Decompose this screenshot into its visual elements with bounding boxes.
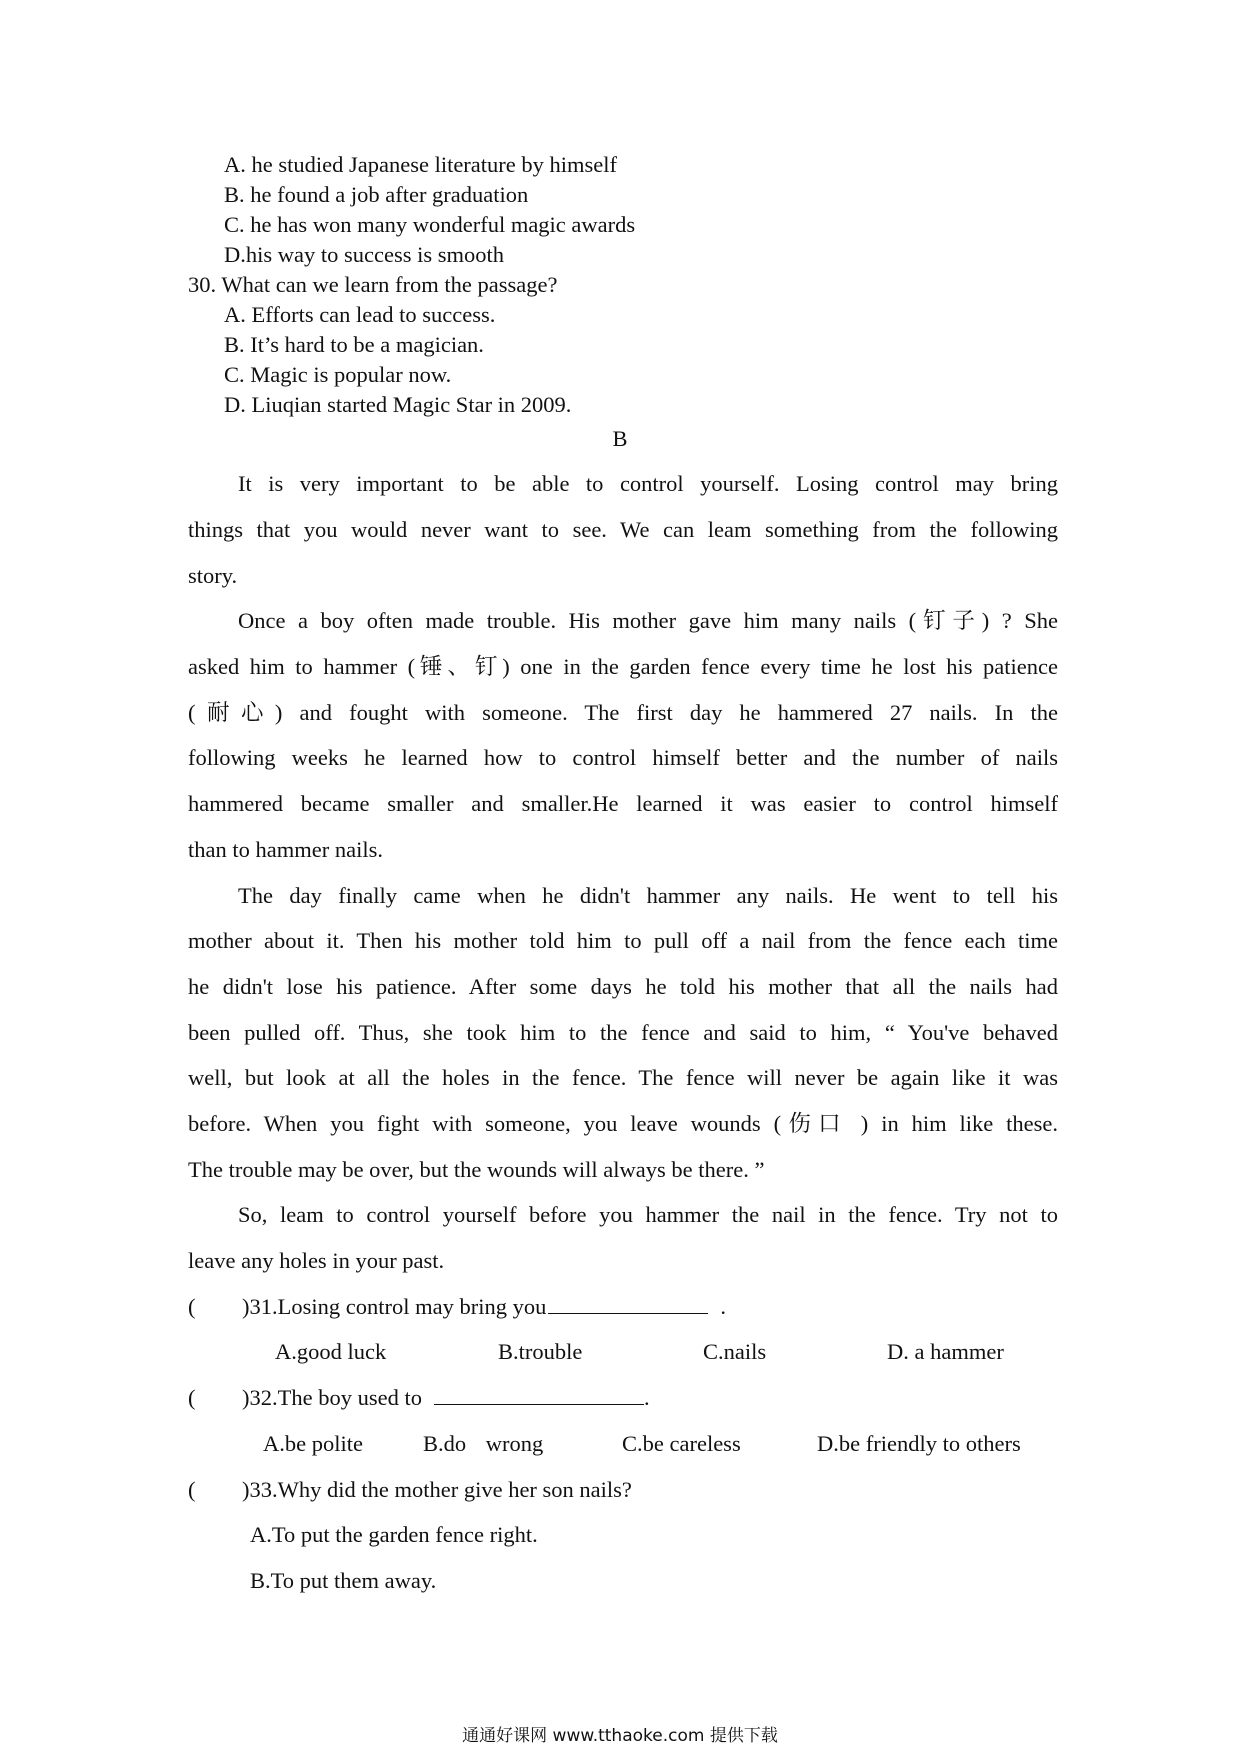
q31-option-a: A.good luck	[275, 1339, 387, 1364]
q32-answer-paren[interactable]: (	[188, 1385, 196, 1410]
q30-option-b: B. It’s hard to be a magician.	[224, 332, 484, 357]
passage-line: well, but look at all the holes in the fence. The fence will never be again like it was	[188, 1065, 1058, 1090]
q29-option-a: A. he studied Japanese literature by himself	[224, 152, 618, 177]
passage-line: before. When you fight with someone, you leave wounds (伤口 ) in him like these.	[188, 1111, 1058, 1136]
passage-line: following weeks he learned how to control himself better and the number of nails	[188, 745, 1058, 770]
q32-end: .	[643, 1385, 650, 1410]
passage-line: (耐心) and fought with someone. The first day he hammered 27 nails. In the	[188, 700, 1058, 725]
q31-option-b: B.trouble	[498, 1339, 583, 1364]
passage-line: he didn't lose his patience. After some days he told his mother that all the nails had	[188, 974, 1058, 999]
passage-line: The day finally came when he didn't hammer any nails. He went to tell his	[238, 883, 1058, 908]
q30-stem: 30. What can we learn from the passage?	[188, 272, 558, 297]
passage-line: asked him to hammer (锤、钉) one in the garden fence every time he lost his patience	[188, 654, 1058, 679]
passage-line: Once a boy often made trouble. His mother gave him many nails (钉子) ? She	[238, 608, 1058, 633]
passage-line: The trouble may be over, but the wounds will always be there. ”	[188, 1157, 765, 1182]
q29-option-b: B. he found a job after graduation	[224, 182, 529, 207]
q33-answer-paren[interactable]: (	[188, 1477, 196, 1502]
q32-option-d: D.be friendly to others	[817, 1431, 1021, 1456]
q32-option-b: B.do wrong	[423, 1431, 544, 1456]
passage-line: hammered became smaller and smaller.He learned it was easier to control himself	[188, 791, 1058, 816]
q29-option-d: D.his way to success is smooth	[224, 242, 504, 267]
passage-line: leave any holes in your past.	[188, 1248, 445, 1273]
q29-option-c: C. he has won many wonderful magic awards	[224, 212, 636, 237]
passage-line: So, leam to control yourself before you hammer the nail in the fence. Try not to	[238, 1202, 1058, 1227]
q32-stem: )32.The boy used to	[242, 1385, 422, 1410]
q31-answer-blank[interactable]	[548, 1293, 708, 1314]
q32-option-c: C.be careless	[622, 1431, 741, 1456]
q33-option-a: A.To put the garden fence right.	[250, 1522, 538, 1547]
passage-line: story.	[188, 563, 238, 588]
q31-answer-paren[interactable]: (	[188, 1294, 196, 1319]
passage-line: things that you would never want to see. We can leam something from the following	[188, 517, 1058, 542]
q31-option-c: C.nails	[703, 1339, 767, 1364]
q30-option-c: C. Magic is popular now.	[224, 362, 452, 387]
passage-line: than to hammer nails.	[188, 837, 383, 862]
q31-stem-line	[242, 1292, 726, 1322]
page-footer: 通通好课网 www.tthaoke.com 提供下载	[462, 1726, 778, 1746]
q32-answer-blank[interactable]	[434, 1384, 644, 1405]
q30-option-d: D. Liuqian started Magic Star in 2009.	[224, 392, 572, 417]
q32-option-a: A.be polite	[263, 1431, 363, 1456]
passage-line: mother about it. Then his mother told him to pull off a nail from the fence each time	[188, 928, 1058, 953]
q33-option-b: B.To put them away.	[250, 1568, 437, 1593]
q32-stem-line	[242, 1383, 650, 1413]
q31-end: .	[720, 1294, 726, 1319]
passage-line: been pulled off. Thus, she took him to the fence and said to him, “ You've behaved	[188, 1020, 1058, 1045]
q30-option-a: A. Efforts can lead to success.	[224, 302, 496, 327]
q33-stem: )33.Why did the mother give her son nails?	[242, 1477, 632, 1502]
q31-option-d: D. a hammer	[887, 1339, 1004, 1364]
passage-line: It is very important to be able to control yourself. Losing control may bring	[238, 471, 1058, 496]
section-b-heading: B	[612, 426, 628, 451]
q31-stem: )31.Losing control may bring you	[242, 1294, 547, 1319]
